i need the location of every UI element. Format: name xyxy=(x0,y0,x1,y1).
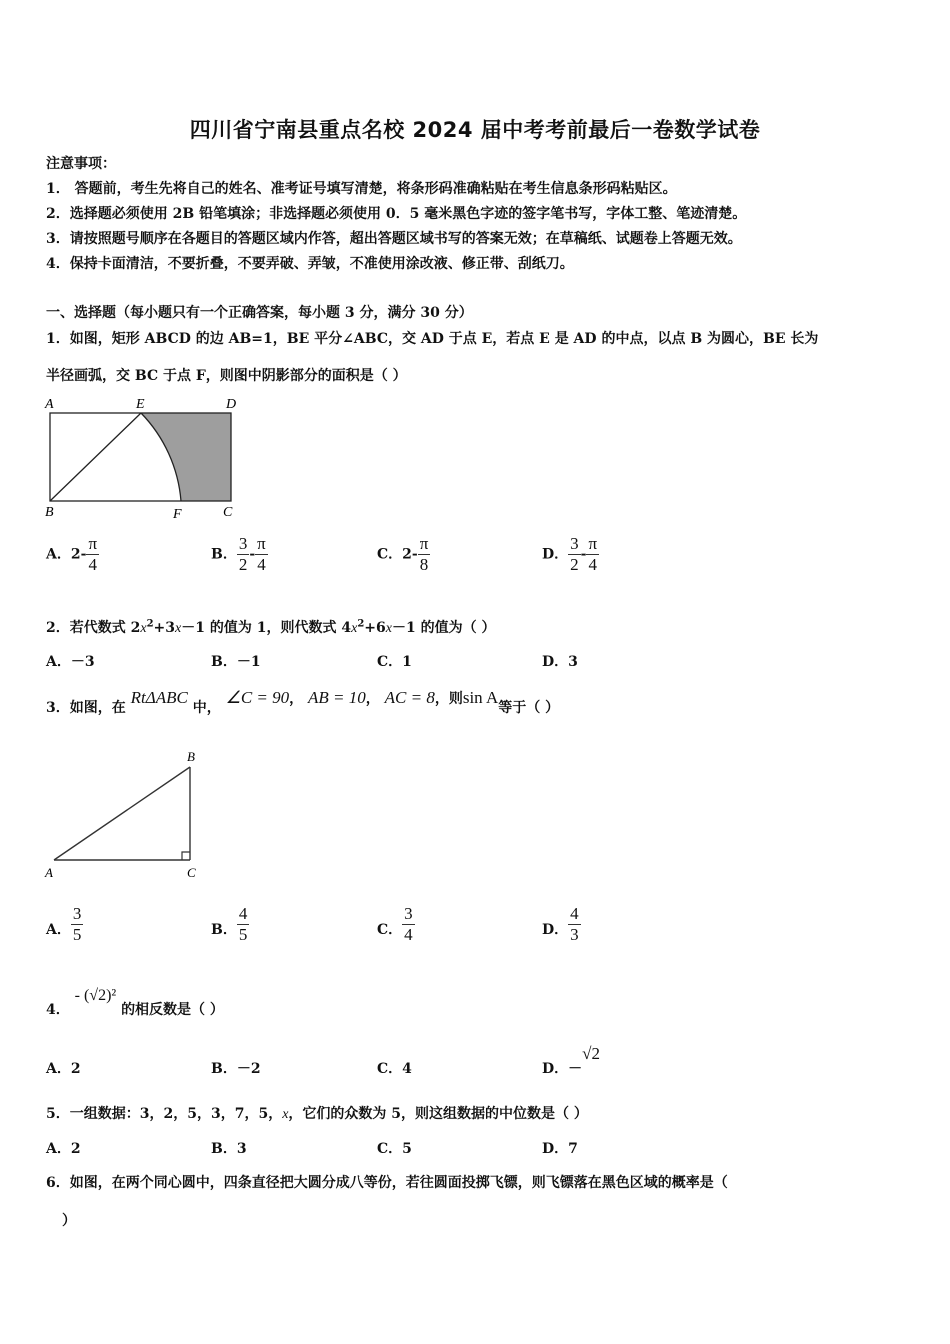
minus-sign: - xyxy=(249,546,256,563)
fraction-denominator: 8 xyxy=(419,555,429,574)
math-expression: sin A xyxy=(462,688,499,707)
option-a[interactable] xyxy=(46,904,83,945)
section-heading: 一、选择题（每小题只有一个正确答案，每小题 3 分，满分 30 分） xyxy=(46,305,473,321)
fraction-numerator: π xyxy=(419,534,429,553)
label-e: E xyxy=(136,397,145,412)
text: ， xyxy=(289,691,304,707)
notes-heading: 注意事项： xyxy=(46,156,116,172)
fraction-numerator: π xyxy=(88,534,98,553)
question-1-figure xyxy=(40,392,260,522)
math-expression: AC = 8 xyxy=(384,688,435,707)
question-6-line1: 6．如图，在两个同心圆中，四条直径把大圆分成八等份，若往圆面投掷飞镖，则飞镖落在黑色区域的概率是（ xyxy=(46,1175,728,1191)
label-a: A xyxy=(45,865,53,880)
question-3 xyxy=(46,688,560,716)
exponent: 2 xyxy=(146,618,154,630)
text: －1 的值为 1，则代数式 4 xyxy=(181,620,352,636)
note-item: 2．选择题必须使用 2B 铅笔填涂；非选择题必须使用 0．5 毫米黑色字迹的签字笔书写，字体工整、笔迹清楚。 xyxy=(46,206,747,222)
label-d: D xyxy=(226,397,237,412)
fraction-numerator: 3 xyxy=(570,534,579,553)
fraction-denominator: 5 xyxy=(238,925,248,944)
option-c[interactable] xyxy=(377,904,415,945)
text: +6 xyxy=(364,620,386,636)
text: －1 的值为（ ） xyxy=(392,620,496,636)
label-c: C xyxy=(223,505,233,520)
fraction-numerator: 4 xyxy=(238,904,248,923)
option-label: B． xyxy=(211,921,237,938)
question-4 xyxy=(46,985,224,1018)
note-item: 4．保持卡面清洁，不要折叠，不要弄破、弄皱，不准使用涂改液、修正带、刮纸刀。 xyxy=(46,256,574,272)
option-c[interactable] xyxy=(377,534,430,575)
option-label: D． xyxy=(542,546,569,563)
math-expression: √2 xyxy=(582,1044,600,1063)
text: +3 xyxy=(153,620,176,636)
minus-sign: - xyxy=(580,546,587,563)
option-c[interactable]: C．5 xyxy=(377,1141,412,1157)
fraction-denominator: 3 xyxy=(570,925,579,944)
fraction-numerator: 3 xyxy=(238,534,248,553)
text: ， xyxy=(365,691,380,707)
option-a[interactable]: A．－3 xyxy=(46,654,95,670)
fraction-denominator: 4 xyxy=(88,555,97,574)
variable-x: x xyxy=(140,621,147,636)
option-a[interactable] xyxy=(46,534,99,575)
text: 5．一组数据：3，2，5，3，7，5， xyxy=(46,1106,283,1122)
page-title: 四川省宁南县重点名校 2024 届中考考前最后一卷数学试卷 xyxy=(189,118,761,142)
option-d[interactable]: D．7 xyxy=(542,1141,578,1157)
question-number: 4． xyxy=(46,1002,70,1018)
option-d[interactable]: D．3 xyxy=(542,654,578,670)
note-item: 3．请按照题号顺序在各题目的答题区域内作答，超出答题区域书写的答案无效；在草稿纸、试题卷上答题无效。 xyxy=(46,231,742,247)
text: 等于（ ） xyxy=(498,700,560,716)
fraction-numerator: π xyxy=(588,534,598,553)
fraction-denominator: 5 xyxy=(72,925,82,944)
option-c[interactable]: C．4 xyxy=(377,1061,412,1077)
option-prefix: 2- xyxy=(402,546,418,563)
side-ab xyxy=(54,767,190,860)
segment-be xyxy=(50,413,141,501)
option-b[interactable]: B．－1 xyxy=(211,654,261,670)
fraction-denominator: 4 xyxy=(257,555,266,574)
option-b[interactable] xyxy=(211,534,268,575)
variable-x: x xyxy=(282,1107,289,1122)
text: 中， xyxy=(192,700,221,716)
math-expression: ∠C = 90 xyxy=(225,688,290,707)
option-label: C． xyxy=(377,921,403,938)
math-expression: AB = 10 xyxy=(308,688,366,707)
label-b: B xyxy=(45,505,54,520)
option-label: B． xyxy=(211,546,237,563)
option-d[interactable] xyxy=(542,904,581,945)
option-d[interactable] xyxy=(542,1044,600,1077)
option-label: D．－ xyxy=(542,1061,583,1077)
text: ，则 xyxy=(434,691,463,707)
question-6-line2: ） xyxy=(62,1213,76,1229)
right-angle-mark xyxy=(182,852,190,860)
fraction-numerator: 4 xyxy=(570,904,579,923)
option-prefix: 2- xyxy=(70,546,87,563)
math-expression: RtΔABC xyxy=(130,688,188,707)
fraction-numerator: π xyxy=(257,534,266,553)
label-b: B xyxy=(187,749,195,764)
text: 的相反数是（ ） xyxy=(121,1002,224,1018)
fraction-numerator: 3 xyxy=(404,904,413,923)
label-a: A xyxy=(45,397,54,412)
option-a[interactable]: A．2 xyxy=(46,1141,81,1157)
shaded-region xyxy=(141,413,231,501)
math-expression: - (√2)² xyxy=(74,987,117,1004)
text: 3．如图，在 xyxy=(46,700,126,716)
option-label: C． xyxy=(377,546,403,563)
question-2 xyxy=(46,617,496,637)
option-b[interactable] xyxy=(211,904,249,945)
fraction-denominator: 2 xyxy=(238,555,248,574)
fraction-numerator: 3 xyxy=(72,904,82,923)
question-1-line2: 半径画弧，交 BC 于点 F，则图中阴影部分的面积是（ ） xyxy=(46,368,407,384)
option-c[interactable]: C．1 xyxy=(377,654,412,670)
option-label: A． xyxy=(46,546,71,563)
question-5 xyxy=(46,1103,588,1123)
label-c: C xyxy=(187,865,196,880)
label-f: F xyxy=(173,507,182,522)
option-b[interactable]: B．3 xyxy=(211,1141,247,1157)
question-1-line1: 1．如图，矩形 ABCD 的边 AB=1，BE 平分∠ABC，交 AD 于点 E，若点 E 是 AD 的中点，以点 B 为圆心，BE 长为 xyxy=(46,331,819,347)
exponent: 2 xyxy=(357,618,365,630)
fraction-denominator: 4 xyxy=(404,925,413,944)
question-3-figure xyxy=(40,742,220,884)
fraction-denominator: 4 xyxy=(588,555,597,574)
text: 2．若代数式 2 xyxy=(46,620,141,636)
option-b[interactable]: B．－2 xyxy=(211,1061,261,1077)
option-label: A． xyxy=(46,921,71,938)
option-d[interactable] xyxy=(542,534,599,575)
fraction-denominator: 2 xyxy=(570,555,579,574)
variable-x: x xyxy=(175,621,182,636)
variable-x: x xyxy=(351,621,358,636)
option-label: D． xyxy=(542,921,569,938)
text: ，它们的众数为 5，则这组数据的中位数是（ ） xyxy=(288,1106,588,1122)
variable-x: x xyxy=(385,621,392,636)
option-a[interactable]: A．2 xyxy=(46,1061,81,1077)
note-item: 1． 答题前，考生先将自己的姓名、准考证号填写清楚，将条形码准确粘贴在考生信息条形码粘贴区。 xyxy=(46,181,677,197)
